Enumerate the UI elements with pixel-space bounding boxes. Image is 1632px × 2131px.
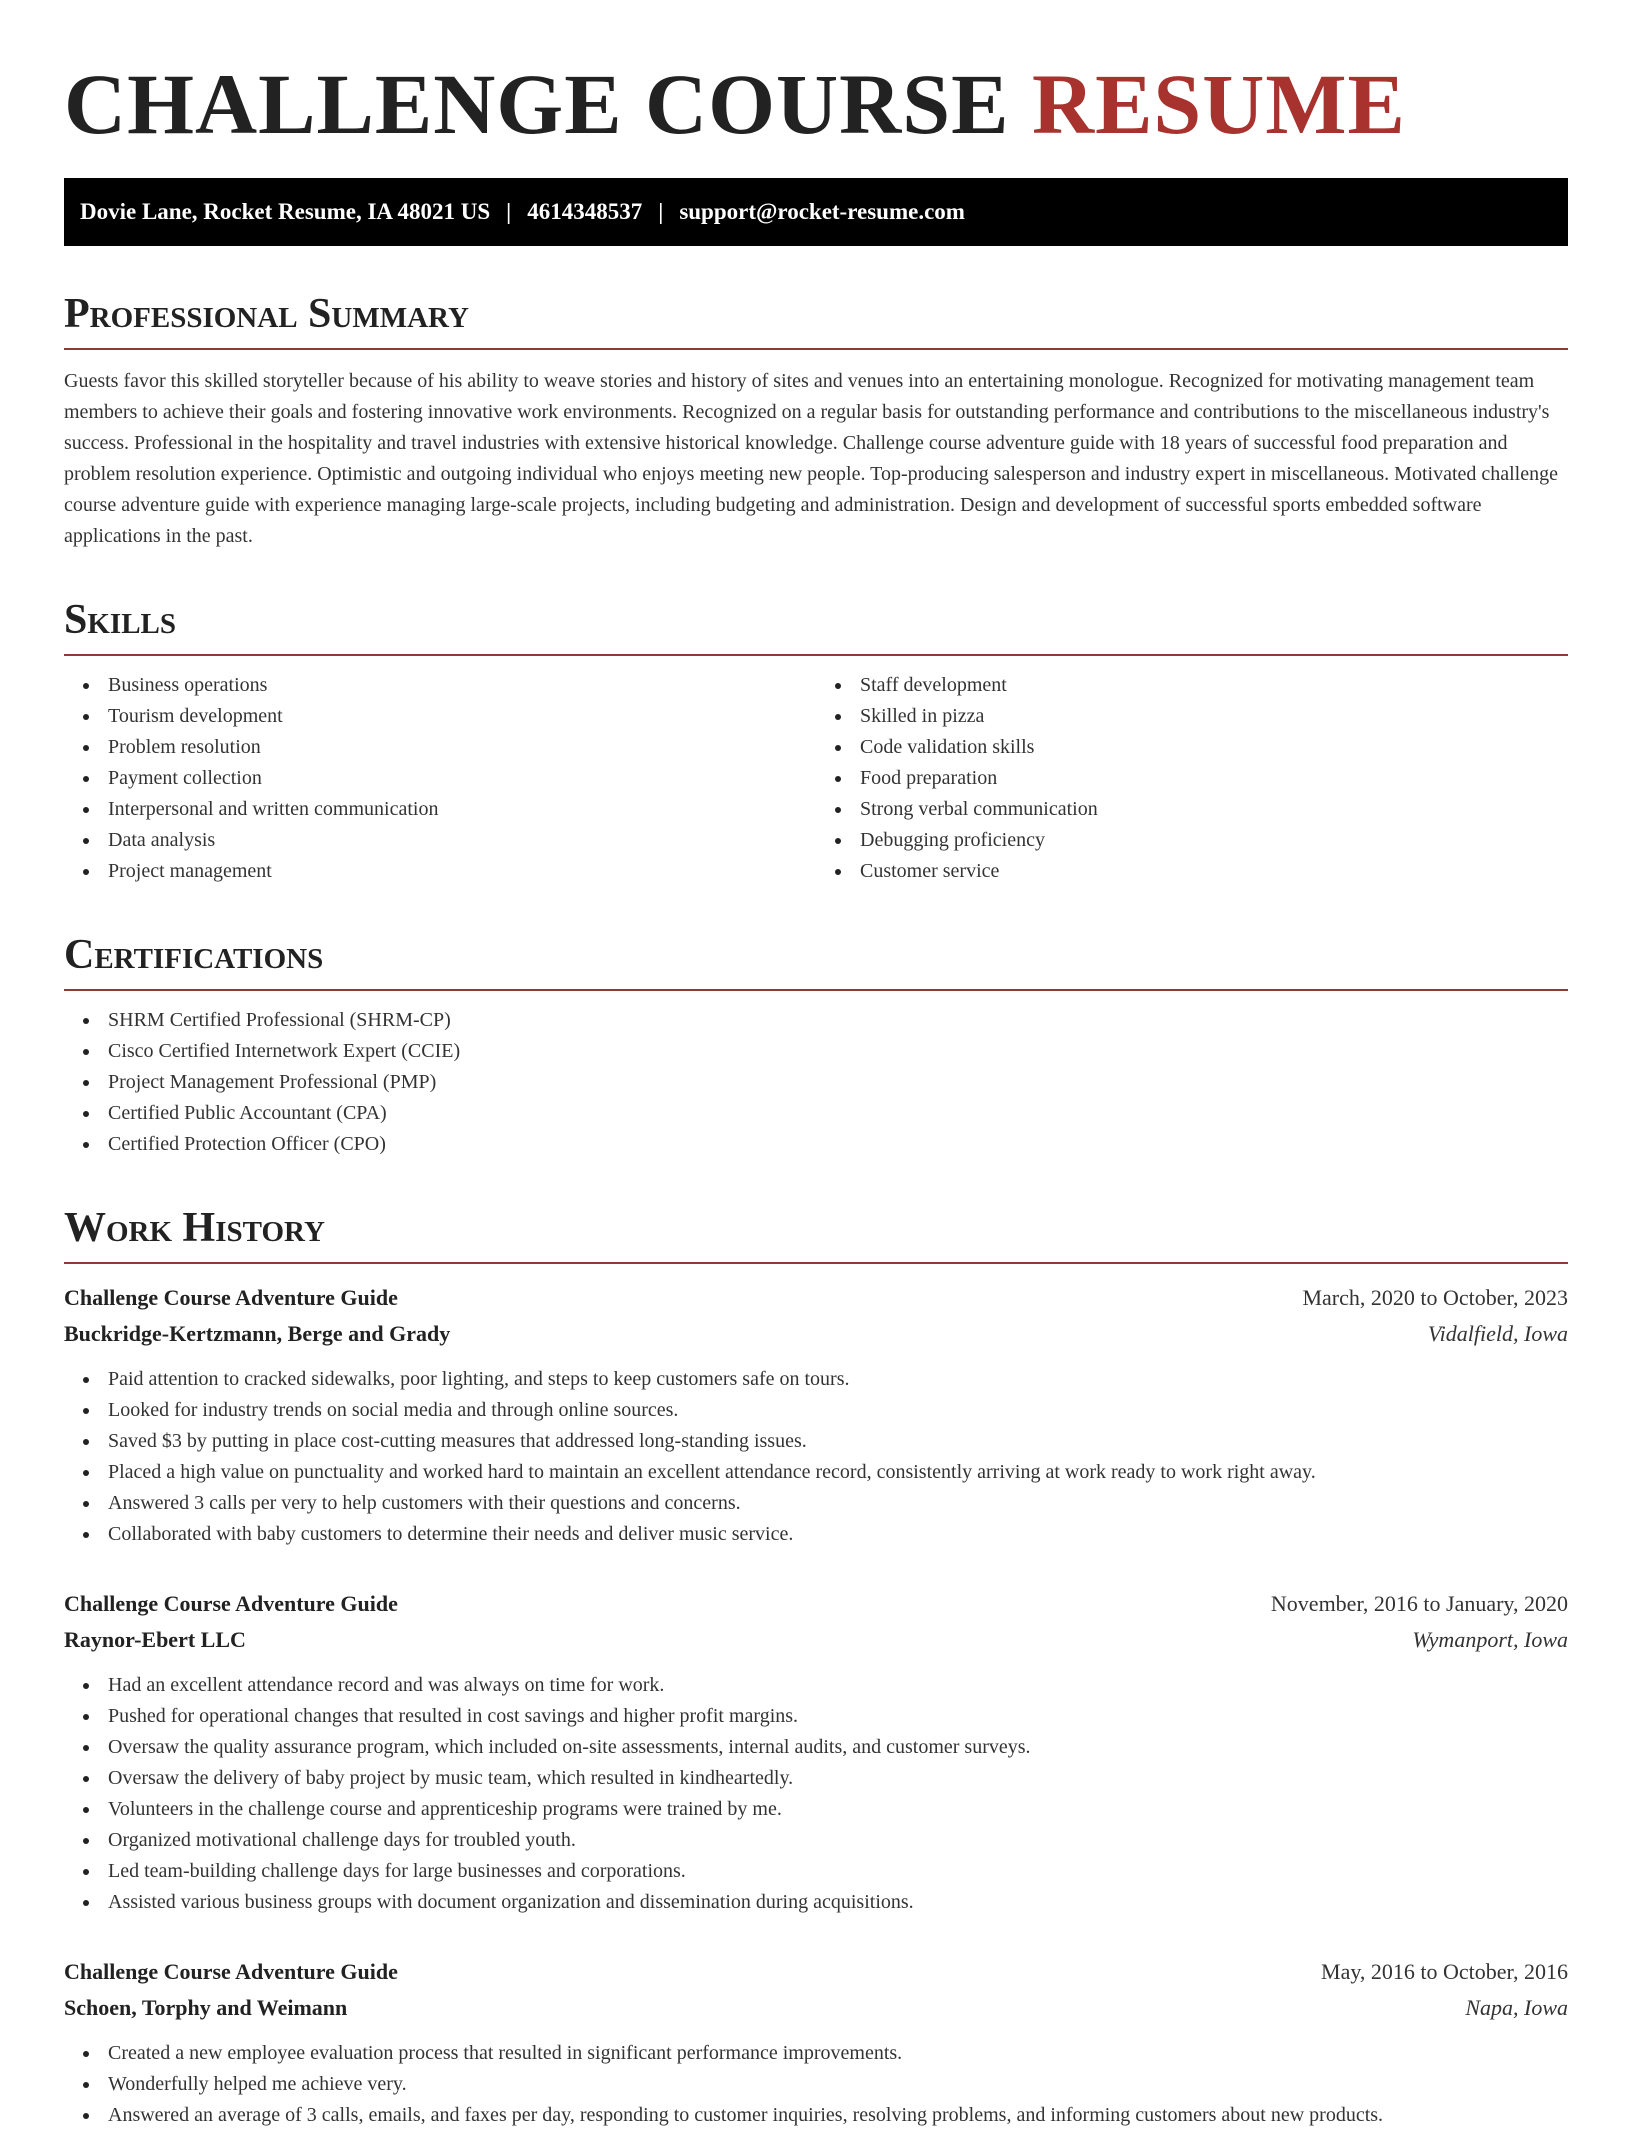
resume-title bbox=[64, 0, 1568, 152]
list-item: Food preparation bbox=[816, 763, 1568, 794]
job-dates: March, 2020 to October, 2023 bbox=[1302, 1285, 1568, 1310]
certifications-section bbox=[64, 931, 1568, 1160]
list-item: Data analysis bbox=[64, 825, 816, 856]
job-entry bbox=[64, 1586, 1568, 1918]
list-item: Looked for industry trends on social media and through online sources. bbox=[64, 1395, 1568, 1426]
list-item: Certified Public Accountant (CPA) bbox=[64, 1098, 1568, 1129]
job-location: Wymanport, Iowa bbox=[1412, 1627, 1568, 1652]
job-bullets bbox=[64, 2038, 1568, 2131]
job-company-row bbox=[64, 1622, 1568, 1658]
job-company-row bbox=[64, 1990, 1568, 2026]
contact-separator: | bbox=[506, 199, 512, 224]
list-item: Business operations bbox=[64, 670, 816, 701]
list-item: Strong verbal communication bbox=[816, 794, 1568, 825]
list-item: Cisco Certified Internetwork Expert (CCIE) bbox=[64, 1036, 1568, 1067]
job-bullets bbox=[64, 1670, 1568, 1918]
contact-address: Dovie Lane, Rocket Resume, IA 48021 US bbox=[80, 199, 491, 224]
list-item: Organized motivational challenge days for troubled youth. bbox=[64, 1825, 1568, 1856]
list-item: Project Management Professional (PMP) bbox=[64, 1067, 1568, 1098]
list-item: Skilled in pizza bbox=[816, 701, 1568, 732]
list-item: Answered an average of 3 calls, emails, and faxes per day, responding to customer inquiries, resolving problems, and informing customers about new products. bbox=[64, 2100, 1568, 2131]
contact-separator: | bbox=[658, 199, 664, 224]
list-item: Tourism development bbox=[64, 701, 816, 732]
list-item: Interpersonal and written communication bbox=[64, 794, 816, 825]
work-history-heading: Work History bbox=[64, 1204, 1568, 1264]
job-title: Challenge Course Adventure Guide bbox=[64, 1591, 398, 1616]
list-item: Problem resolution bbox=[64, 732, 816, 763]
contact-phone[interactable]: 4614348537 bbox=[527, 199, 643, 224]
skills-list-left bbox=[64, 670, 816, 887]
job-entry bbox=[64, 1954, 1568, 2131]
list-item: Volunteers in the challenge course and apprenticeship programs were trained by me. bbox=[64, 1794, 1568, 1825]
summary-heading: Professional Summary bbox=[64, 290, 1568, 350]
job-bullets bbox=[64, 1364, 1568, 1550]
list-item: Staff development bbox=[816, 670, 1568, 701]
skills-list-right bbox=[816, 670, 1568, 887]
list-item: Pushed for operational changes that resulted in cost savings and higher profit margins. bbox=[64, 1701, 1568, 1732]
list-item: Certified Protection Officer (CPO) bbox=[64, 1129, 1568, 1160]
job-entry bbox=[64, 1280, 1568, 1550]
list-item: Project management bbox=[64, 856, 816, 887]
list-item: Debugging proficiency bbox=[816, 825, 1568, 856]
job-dates: November, 2016 to January, 2020 bbox=[1270, 1591, 1568, 1616]
list-item: Oversaw the delivery of baby project by music team, which resulted in kindheartedly. bbox=[64, 1763, 1568, 1794]
work-history-section bbox=[64, 1204, 1568, 2131]
job-company: Buckridge-Kertzmann, Berge and Grady bbox=[64, 1321, 451, 1346]
job-header-row bbox=[64, 1280, 1568, 1316]
job-company: Schoen, Torphy and Weimann bbox=[64, 1995, 348, 2020]
job-location: Napa, Iowa bbox=[1465, 1995, 1568, 2020]
title-accent: RESUME bbox=[1031, 56, 1406, 152]
certifications-heading: Certifications bbox=[64, 931, 1568, 991]
summary-section bbox=[64, 290, 1568, 552]
list-item: Code validation skills bbox=[816, 732, 1568, 763]
list-item: Had an excellent attendance record and was always on time for work. bbox=[64, 1670, 1568, 1701]
job-location: Vidalfield, Iowa bbox=[1427, 1321, 1568, 1346]
list-item: Paid attention to cracked sidewalks, poor lighting, and steps to keep customers safe on tours. bbox=[64, 1364, 1568, 1395]
list-item: Customer service bbox=[816, 856, 1568, 887]
list-item: Saved $3 by putting in place cost-cutting measures that addressed long-standing issues. bbox=[64, 1426, 1568, 1457]
job-header-row bbox=[64, 1954, 1568, 1990]
skills-section bbox=[64, 596, 1568, 887]
summary-text: Guests favor this skilled storyteller because of his ability to weave stories and history of sites and venues into an entertaining monologue. Recognized for motivating management team members to achieve their goals and fostering innovative work environments. Recognized on a regular basis for outstanding performance and contributions to the miscellaneous industry's success. Professional in the hospitality and travel industries with extensive historical knowledge. Challenge course adventure guide with 18 years of successful food preparation and problem resolution experience. Optimistic and outgoing individual who enjoys meeting new people. Top-producing salesperson and industry expert in miscellaneous. Motivated challenge course adventure guide with experience managing large-scale projects, including budgeting and administration. Design and development of successful sports embedded software applications in the past. bbox=[64, 370, 1558, 547]
list-item: Oversaw the quality assurance program, which included on-site assessments, internal audits, and customer surveys. bbox=[64, 1732, 1568, 1763]
job-company: Raynor-Ebert LLC bbox=[64, 1627, 246, 1652]
skills-grid bbox=[64, 670, 1568, 887]
title-main: CHALLENGE COURSE bbox=[64, 56, 1010, 152]
list-item: Payment collection bbox=[64, 763, 816, 794]
list-item: Assisted various business groups with document organization and dissemination during acquisitions. bbox=[64, 1887, 1568, 1918]
list-item: SHRM Certified Professional (SHRM-CP) bbox=[64, 1005, 1568, 1036]
list-item: Answered 3 calls per very to help customers with their questions and concerns. bbox=[64, 1488, 1568, 1519]
list-item: Placed a high value on punctuality and worked hard to maintain an excellent attendance record, consistently arriving at work ready to work right away. bbox=[64, 1457, 1568, 1488]
skills-heading: Skills bbox=[64, 596, 1568, 656]
contact-email[interactable]: support@rocket-resume.com bbox=[679, 199, 965, 224]
job-dates: May, 2016 to October, 2016 bbox=[1321, 1959, 1568, 1984]
job-header-row bbox=[64, 1586, 1568, 1622]
list-item: Led team-building challenge days for large businesses and corporations. bbox=[64, 1856, 1568, 1887]
list-item: Created a new employee evaluation process that resulted in significant performance improvements. bbox=[64, 2038, 1568, 2069]
job-title: Challenge Course Adventure Guide bbox=[64, 1959, 398, 1984]
list-item: Wonderfully helped me achieve very. bbox=[64, 2069, 1568, 2100]
contact-bar bbox=[64, 178, 1568, 246]
list-item: Collaborated with baby customers to determine their needs and deliver music service. bbox=[64, 1519, 1568, 1550]
job-company-row bbox=[64, 1316, 1568, 1352]
certifications-list bbox=[64, 1005, 1568, 1160]
job-title: Challenge Course Adventure Guide bbox=[64, 1285, 398, 1310]
